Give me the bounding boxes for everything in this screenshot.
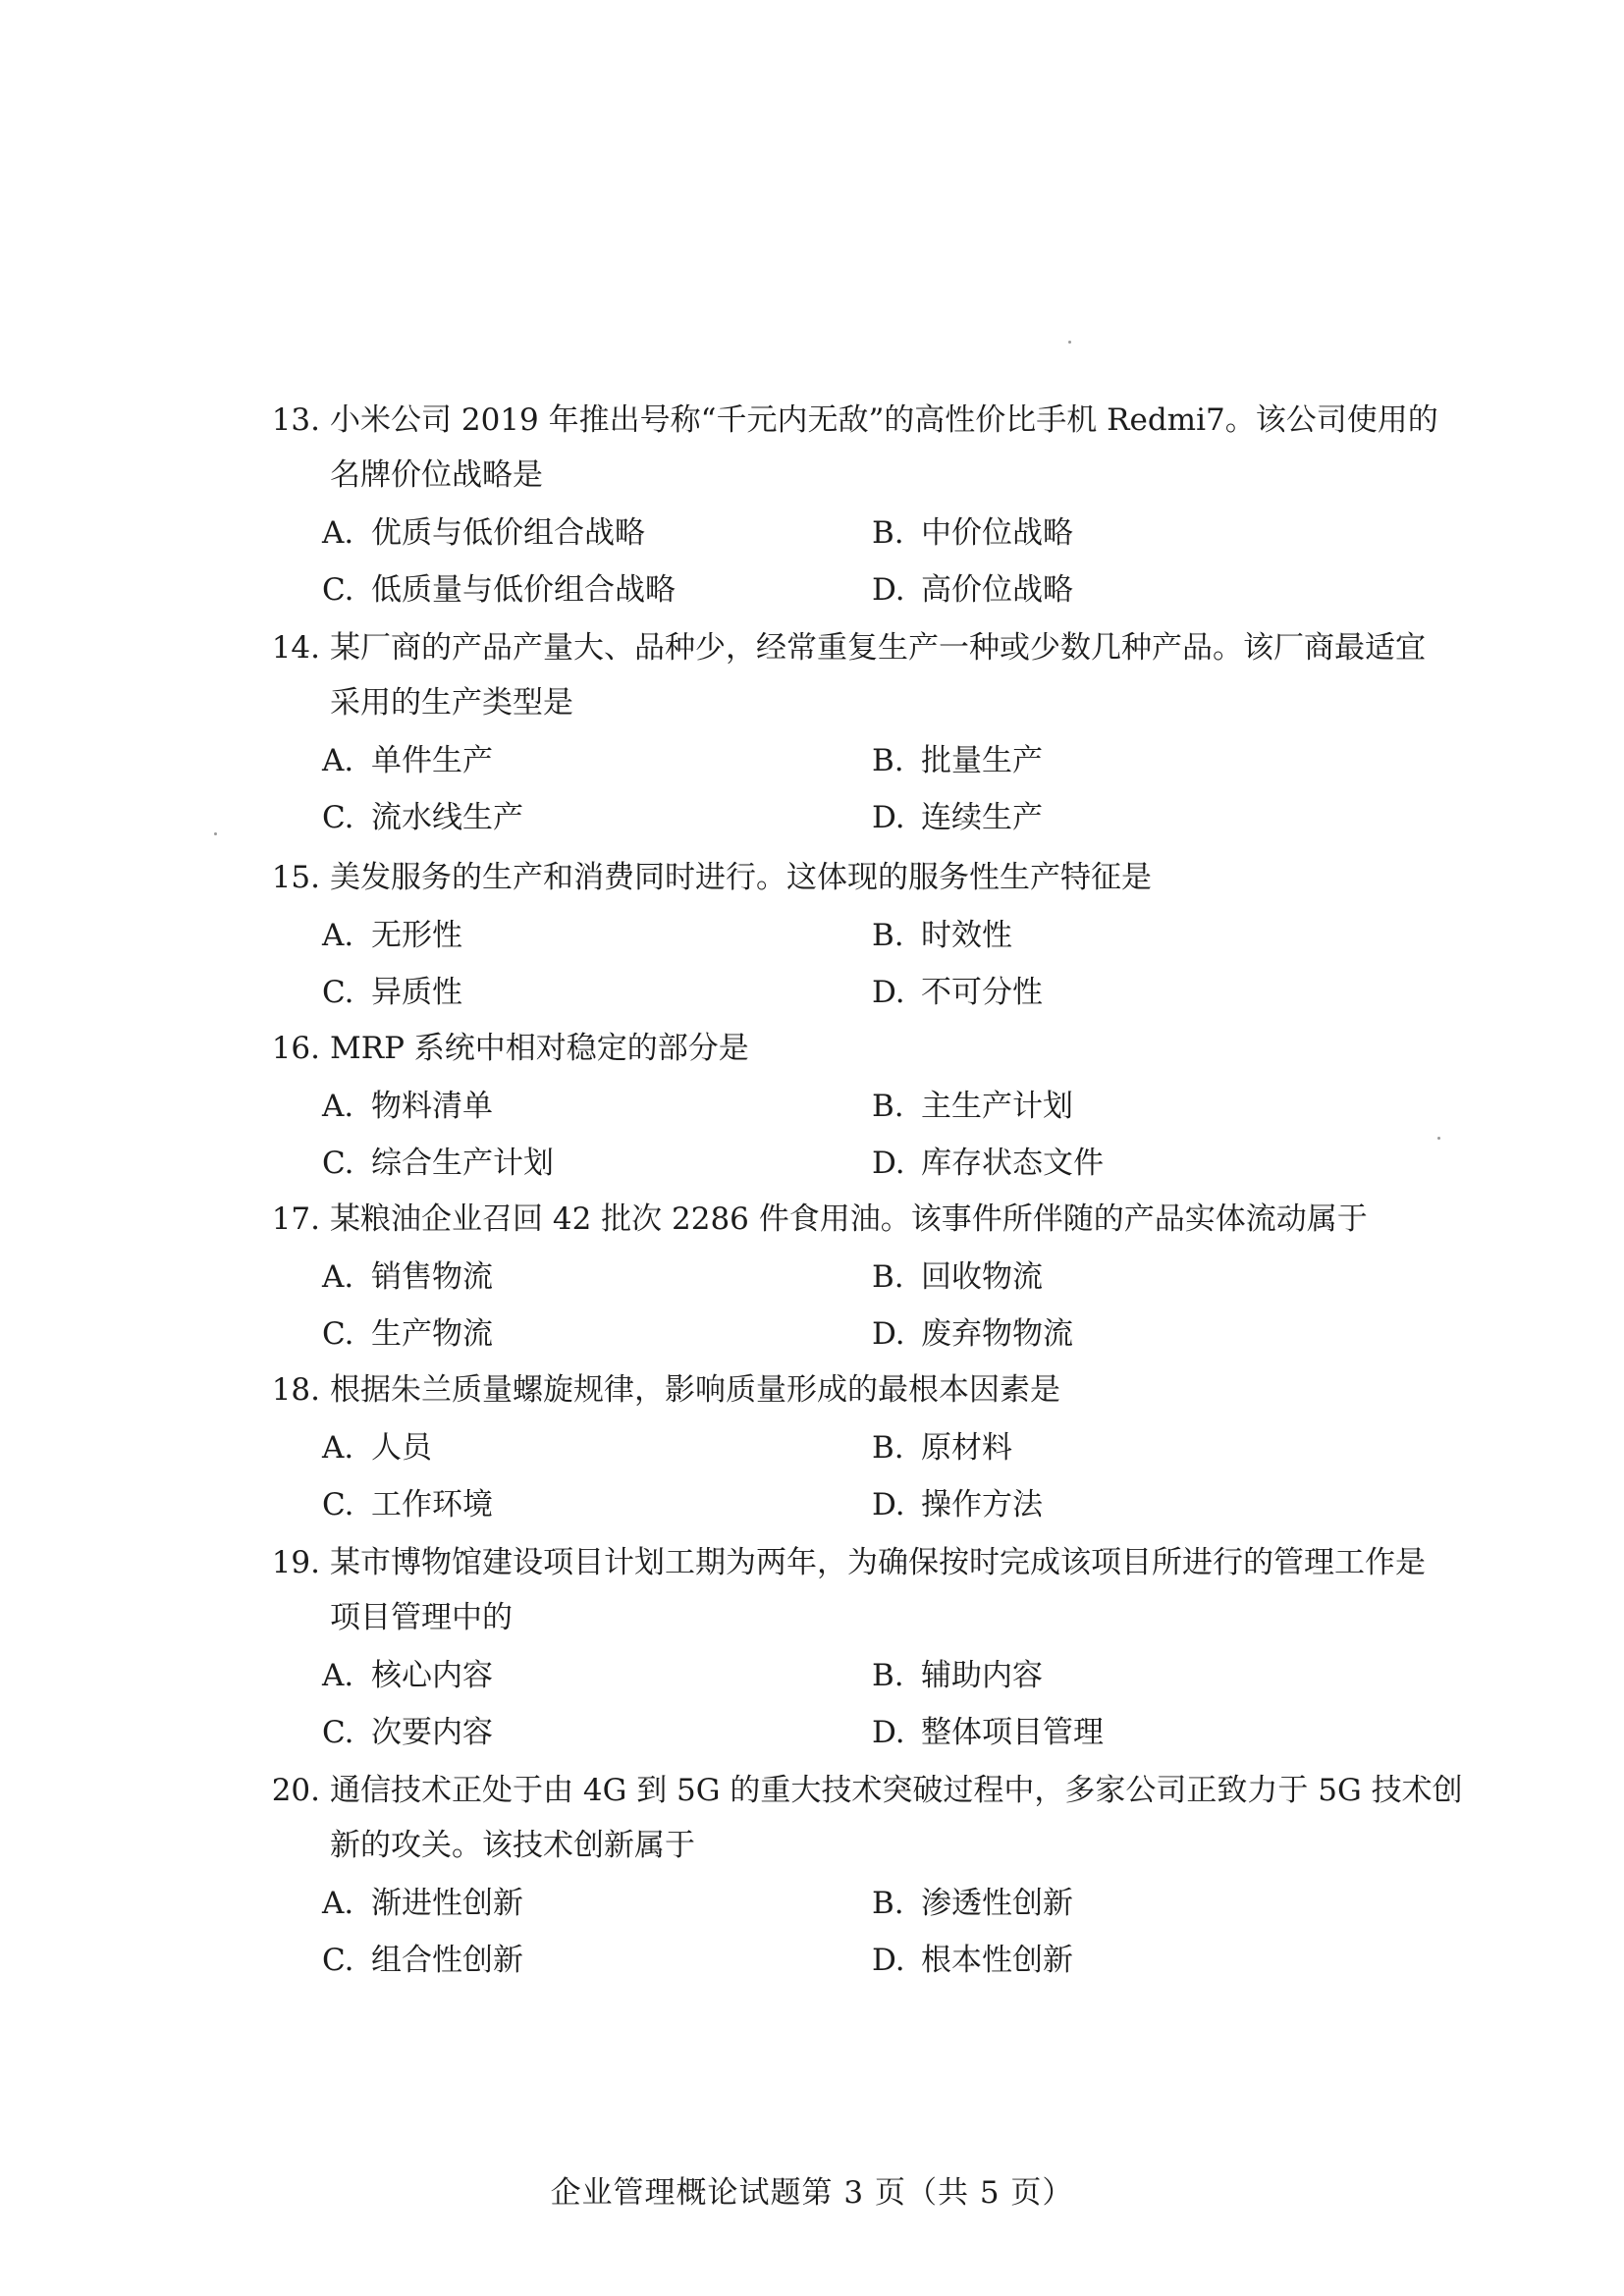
option-b: B. 回收物流 [872,1259,1043,1295]
options [322,1249,1443,1362]
options [322,1647,1443,1761]
question-text: 小米公司 2019 年推出号称“千元内无敌”的高性价比手机 Redmi7。该公司使用的 [330,402,1438,438]
question-text-continued: 采用的生产类型是 [330,685,573,721]
question-text: 通信技术正处于由 4G 到 5G 的重大技术突破过程中，多家公司正致力于 5G 技术创 [330,1773,1463,1808]
question-number: 17. [271,1201,320,1237]
option-c: C. 组合性创新 [322,1943,523,1978]
option-a: A. 销售物流 [322,1259,493,1295]
question-number: 19. [271,1545,320,1580]
option-a: A. 渐进性创新 [322,1886,523,1921]
options [322,1875,1443,1989]
page-footer: 企业管理概论试题第 3 页（共 5 页） [550,2175,1074,2211]
scan-speck [1437,1137,1440,1140]
option-b: B. 原材料 [872,1430,1012,1466]
question-text-continued: 新的攻关。该技术创新属于 [330,1828,695,1863]
question-number: 14. [271,630,320,666]
option-c: C. 生产物流 [322,1316,493,1352]
question-number: 20. [271,1773,320,1808]
option-b: B. 辅助内容 [872,1658,1043,1693]
question-text-continued: 名牌价位战略是 [330,457,543,493]
question-number: 15. [271,860,320,895]
options [322,505,1443,618]
question-text-continued: 项目管理中的 [330,1600,513,1635]
option-d: D. 连续生产 [872,800,1043,835]
option-b: B. 时效性 [872,918,1012,953]
options [322,732,1443,846]
question-15 [265,850,1443,1021]
question-20 [265,1763,1463,1989]
question-17 [265,1192,1443,1362]
option-c: C. 异质性 [322,975,462,1010]
question-text: 美发服务的生产和消费同时进行。这体现的服务性生产特征是 [330,860,1152,895]
option-a: A. 核心内容 [322,1658,493,1693]
question-text: 某粮油企业召回 42 批次 2286 件食用油。该事件所伴随的产品实体流动属于 [330,1201,1368,1237]
option-d: D. 废弃物物流 [872,1316,1073,1352]
scan-speck [214,832,217,835]
question-number: 16. [271,1031,320,1066]
option-a: A. 单件生产 [322,743,493,778]
option-b: B. 渗透性创新 [872,1886,1073,1921]
question-14 [265,620,1443,846]
option-a: A. 物料清单 [322,1089,493,1124]
question-16 [265,1021,1443,1192]
option-d: D. 不可分性 [872,975,1043,1010]
option-d: D. 库存状态文件 [872,1146,1104,1181]
options [322,1419,1443,1533]
option-c: C. 流水线生产 [322,800,523,835]
option-b: B. 主生产计划 [872,1089,1073,1124]
question-text: 根据朱兰质量螺旋规律，影响质量形成的最根本因素是 [330,1372,1060,1408]
option-b: B. 批量生产 [872,743,1043,778]
option-d: D. 操作方法 [872,1487,1043,1522]
question-text: 某厂商的产品产量大、品种少，经常重复生产一种或少数几种产品。该厂商最适宜 [330,630,1426,666]
option-a: A. 人员 [322,1430,432,1466]
question-text: 某市博物馆建设项目计划工期为两年，为确保按时完成该项目所进行的管理工作是 [330,1545,1426,1580]
options [322,907,1443,1021]
option-b: B. 中价位战略 [872,515,1073,551]
scan-speck [1068,341,1071,344]
option-d: D. 根本性创新 [872,1943,1073,1978]
question-number: 18. [271,1372,320,1408]
option-c: C. 工作环境 [322,1487,493,1522]
option-d: D. 整体项目管理 [872,1715,1104,1750]
question-text: MRP 系统中相对稳定的部分是 [330,1031,749,1066]
option-c: C. 综合生产计划 [322,1146,554,1181]
question-number: 13. [271,402,320,438]
options [322,1078,1443,1192]
option-d: D. 高价位战略 [872,572,1073,608]
option-a: A. 无形性 [322,918,462,953]
question-18 [265,1362,1443,1533]
option-c: C. 次要内容 [322,1715,493,1750]
question-19 [265,1535,1443,1761]
option-c: C. 低质量与低价组合战略 [322,572,676,608]
option-a: A. 优质与低价组合战略 [322,515,645,551]
question-13 [265,393,1443,618]
